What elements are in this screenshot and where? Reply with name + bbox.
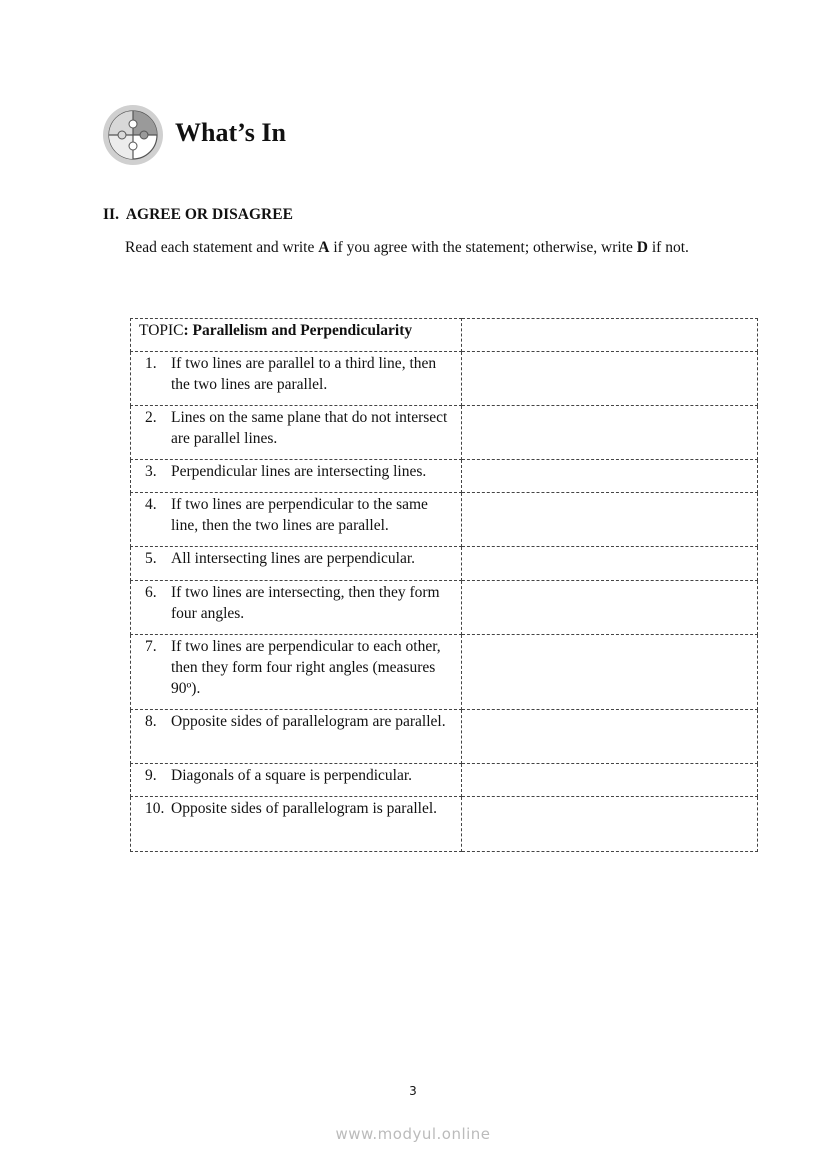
statement-number: 6. xyxy=(145,584,157,601)
section-heading: II. AGREE OR DISAGREE xyxy=(103,206,293,223)
statement-text: If two lines are perpendicular to the same line, then the two lines are parallel. xyxy=(171,496,428,534)
table-row xyxy=(131,635,758,710)
statement-text: If two lines are intersecting, then they form four angles. xyxy=(171,584,440,622)
instructions xyxy=(125,237,725,258)
table-row xyxy=(131,797,758,852)
statement-cell xyxy=(131,406,462,460)
statement-text: Perpendicular lines are intersecting lines. xyxy=(171,463,427,480)
statement-cell xyxy=(131,547,462,581)
statement-number: 8. xyxy=(145,713,157,730)
statement-number: 2. xyxy=(145,409,157,426)
statement-text: All intersecting lines are perpendicular. xyxy=(171,550,416,567)
statement-cell xyxy=(131,352,462,406)
answer-cell[interactable] xyxy=(462,547,758,581)
table-row xyxy=(131,764,758,797)
statement-cell xyxy=(131,764,462,797)
topic-cell xyxy=(131,319,462,352)
statement-text: If two lines are parallel to a third line, then the two lines are parallel. xyxy=(171,355,437,393)
disagree-letter: D xyxy=(636,239,648,256)
statements-table xyxy=(130,318,758,852)
answer-cell[interactable] xyxy=(462,493,758,547)
table-row xyxy=(131,352,758,406)
statement-cell xyxy=(131,493,462,547)
statement-cell xyxy=(131,581,462,635)
table-row xyxy=(131,493,758,547)
statement-cell xyxy=(131,797,462,852)
statement-cell xyxy=(131,635,462,710)
statement-text: Opposite sides of parallelogram are parallel. xyxy=(171,713,446,730)
statement-number: 7. xyxy=(145,638,157,655)
answer-cell[interactable] xyxy=(462,581,758,635)
answer-cell[interactable] xyxy=(462,710,758,764)
answer-cell[interactable] xyxy=(462,764,758,797)
instructions-text: if you agree with the statement; otherwise, write xyxy=(329,239,637,256)
watermark: www.modyul.online xyxy=(335,1125,491,1143)
statement-text: Lines on the same plane that do not intersect are parallel lines. xyxy=(171,409,448,447)
table-header-row xyxy=(131,319,758,352)
statement-number: 4. xyxy=(145,496,157,513)
table-row xyxy=(131,460,758,493)
table-row xyxy=(131,547,758,581)
topic-title: : Parallelism and Perpendicularity xyxy=(183,322,413,339)
statement-cell xyxy=(131,460,462,493)
answer-cell[interactable] xyxy=(462,406,758,460)
statement-number: 3. xyxy=(145,463,157,480)
answer-cell[interactable] xyxy=(462,635,758,710)
statement-cell xyxy=(131,710,462,764)
instructions-text: Read each statement and write xyxy=(125,239,319,256)
table-row xyxy=(131,710,758,764)
page-title: What’s In xyxy=(175,118,287,147)
statement-number: 10. xyxy=(145,800,165,817)
table-row xyxy=(131,406,758,460)
statement-text: Diagonals of a square is perpendicular. xyxy=(171,767,413,784)
table-row xyxy=(131,581,758,635)
page-number: 3 xyxy=(409,1084,417,1098)
answer-cell[interactable] xyxy=(462,460,758,493)
statement-text: Opposite sides of parallelogram is parallel. xyxy=(171,800,438,817)
topic-label: TOPIC xyxy=(139,322,184,339)
answer-cell[interactable] xyxy=(462,352,758,406)
statement-text: If two lines are perpendicular to each other, then they form four right angles (measures 90º). xyxy=(171,638,441,697)
puzzle-icon xyxy=(102,104,164,166)
statement-number: 5. xyxy=(145,550,157,567)
agree-letter: A xyxy=(318,239,330,256)
instructions-text: if not. xyxy=(647,239,689,256)
answer-header-cell xyxy=(462,319,758,352)
answer-cell[interactable] xyxy=(462,797,758,852)
statement-number: 1. xyxy=(145,355,157,372)
statement-number: 9. xyxy=(145,767,157,784)
